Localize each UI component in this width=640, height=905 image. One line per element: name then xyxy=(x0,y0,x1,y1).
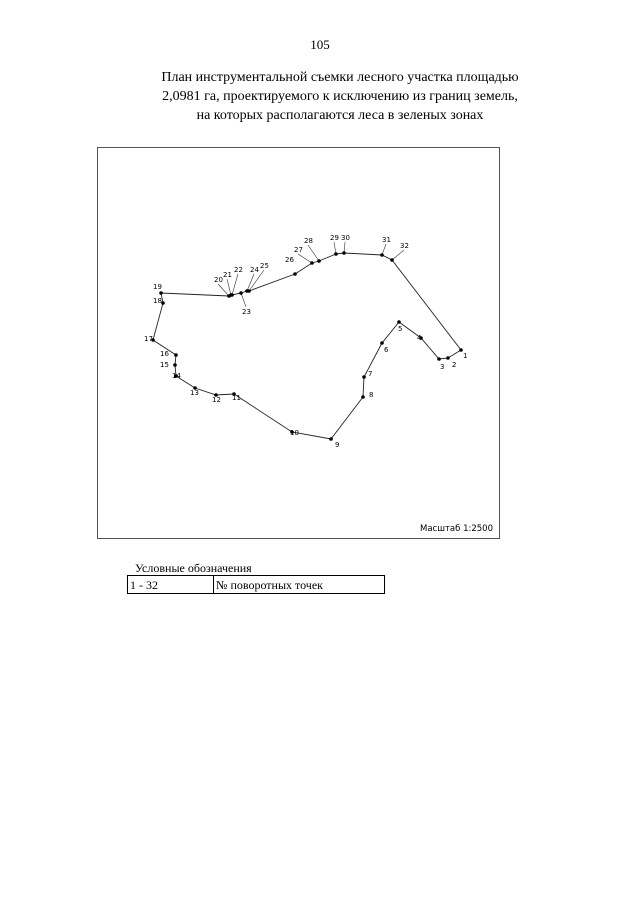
turning-point-label: 11 xyxy=(232,394,241,402)
turning-point-marker xyxy=(230,293,234,297)
legend-title: Условные обозначения xyxy=(135,561,252,575)
turning-point-label: 15 xyxy=(160,361,169,369)
turning-point-label: 10 xyxy=(290,429,299,437)
turning-point-label: 20 xyxy=(214,276,223,284)
turning-point-label: 26 xyxy=(285,256,294,264)
turning-point-label: 29 xyxy=(330,234,339,242)
label-leader-line xyxy=(232,274,238,295)
turning-point-marker xyxy=(342,251,346,255)
legend-table xyxy=(127,575,385,594)
turning-point-marker xyxy=(159,291,163,295)
turning-point-marker xyxy=(310,261,314,265)
legend-symbol: 1 - 32 xyxy=(128,576,214,594)
label-leader-line xyxy=(227,279,231,295)
turning-point-marker xyxy=(361,395,365,399)
title-line-3: на которых располагаются леса в зеленых зонах xyxy=(196,108,484,123)
turning-point-label: 2 xyxy=(452,361,457,369)
turning-point-marker xyxy=(293,272,297,276)
turning-point-marker xyxy=(380,341,384,345)
plot-boundary xyxy=(153,253,461,439)
label-leader-line xyxy=(218,284,229,296)
turning-point-marker xyxy=(397,320,401,324)
turning-point-label: 4 xyxy=(417,334,422,342)
turning-point-label: 8 xyxy=(369,391,374,399)
turning-point-label: 3 xyxy=(440,363,445,371)
turning-point-label: 5 xyxy=(398,325,403,333)
page-number: 105 xyxy=(310,37,330,52)
turning-point-label: 9 xyxy=(335,441,340,449)
turning-point-label: 13 xyxy=(190,389,199,397)
turning-point-label: 12 xyxy=(212,396,221,404)
turning-point-marker xyxy=(437,357,441,361)
legend-row xyxy=(128,576,385,594)
turning-point-marker xyxy=(247,289,251,293)
title-line-1: План инструментальной съемки лесного участка площадью xyxy=(161,70,519,85)
turning-point-marker xyxy=(239,291,243,295)
turning-point-label: 32 xyxy=(400,242,409,250)
turning-point-label: 25 xyxy=(260,262,269,270)
turning-point-label: 14 xyxy=(172,372,181,380)
turning-point-label: 21 xyxy=(223,271,232,279)
turning-point-label: 1 xyxy=(463,352,468,360)
turning-point-label: 23 xyxy=(242,308,251,316)
label-leader-line xyxy=(334,242,336,254)
turning-point-label: 22 xyxy=(234,266,243,274)
label-leader-line xyxy=(241,293,246,307)
legend-meaning: № поворотных точек xyxy=(214,576,385,594)
turning-point-label: 28 xyxy=(304,237,313,245)
label-leader-line xyxy=(392,250,404,260)
turning-point-marker xyxy=(362,375,366,379)
turning-point-label: 31 xyxy=(382,236,391,244)
turning-point-marker xyxy=(317,259,321,263)
scale-label: Масштаб 1:2500 xyxy=(419,524,493,534)
turning-point-label: 24 xyxy=(250,266,259,274)
turning-point-marker xyxy=(173,363,177,367)
label-leader-line xyxy=(308,245,319,261)
turning-point-marker xyxy=(174,353,178,357)
turning-point-label: 19 xyxy=(153,283,162,291)
turning-point-label: 18 xyxy=(153,297,162,305)
plan-drawing xyxy=(98,148,501,540)
turning-point-marker xyxy=(334,252,338,256)
turning-point-marker xyxy=(446,356,450,360)
turning-point-label: 6 xyxy=(384,346,389,354)
title-line-2: 2,0981 га, проектируемого к исключению из границ земель, xyxy=(162,89,518,104)
turning-point-label: 30 xyxy=(341,234,350,242)
turning-point-label: 7 xyxy=(368,370,373,378)
turning-point-label: 17 xyxy=(144,335,153,343)
label-leader-line xyxy=(298,254,312,263)
document-title xyxy=(110,68,570,125)
turning-point-marker xyxy=(390,258,394,262)
turning-point-marker xyxy=(329,437,333,441)
turning-point-label: 16 xyxy=(160,350,169,358)
survey-plan xyxy=(97,147,500,539)
turning-point-label: 27 xyxy=(294,246,303,254)
turning-point-marker xyxy=(380,253,384,257)
